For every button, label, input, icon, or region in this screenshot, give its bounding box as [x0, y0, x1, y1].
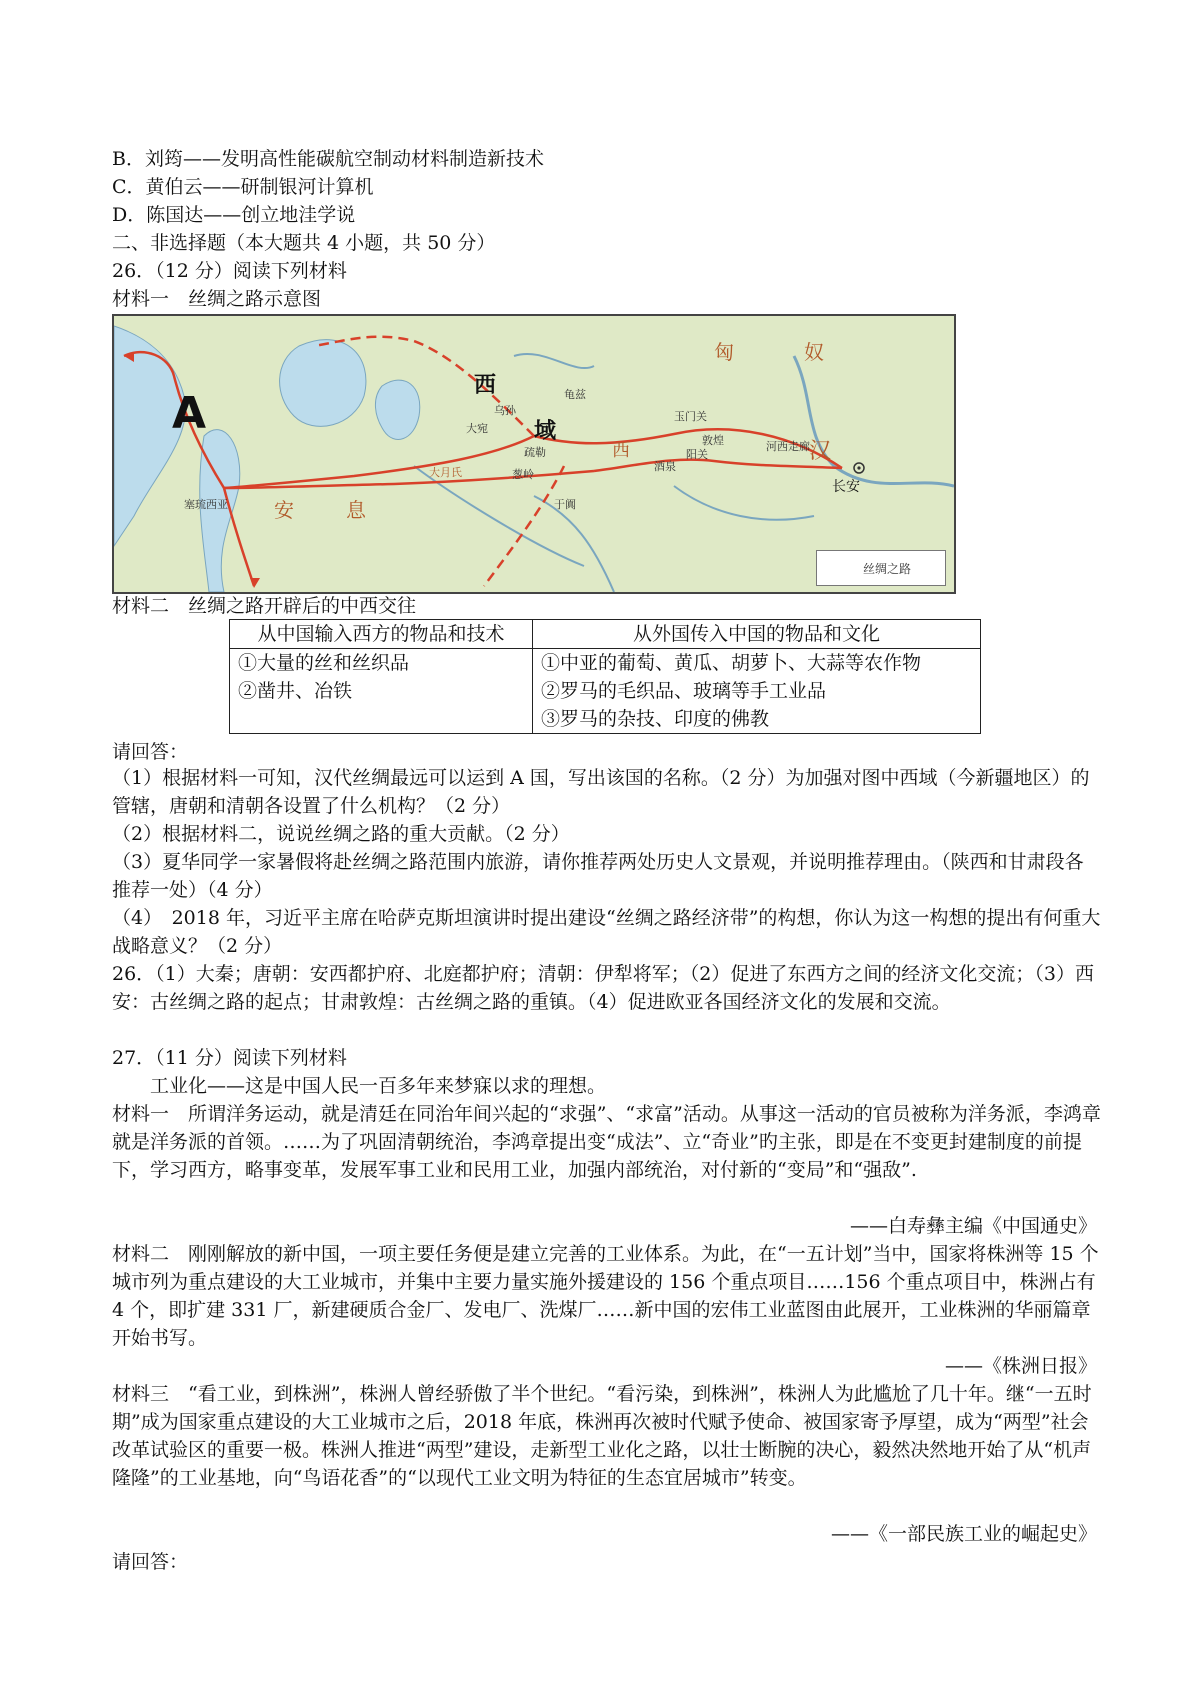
map-label-dawan: 大宛 — [466, 422, 488, 435]
source-3: ——《一部民族工业的崛起史》 — [830, 1523, 1097, 1545]
map-label-xi: 西 — [612, 440, 630, 461]
table-right-item: ②罗马的毛织品、玻璃等手工业品 — [541, 680, 827, 702]
silk-road-map — [112, 314, 956, 594]
map-label-a: A — [172, 388, 207, 439]
question-26-4: （4） 2018 年，习近平主席在哈萨克斯坦演讲时提出建设“丝绸之路经济带”的构想，你认为这一构想的提出有何重大战略意义？（2 分） — [112, 907, 1101, 957]
table-header-left: 从中国输入西方的物品和技术 — [230, 620, 533, 649]
source-2: ——《株洲日报》 — [944, 1355, 1097, 1377]
table-right-item: ③罗马的杂技、印度的佛教 — [541, 708, 770, 730]
map-label-jiuquan: 酒泉 — [654, 460, 676, 473]
question-26-2: （2）根据材料二，说说丝绸之路的重大贡献。（2 分） — [112, 823, 570, 845]
option-d: D．陈国达——创立地洼学说 — [112, 204, 356, 226]
map-label-dunhuang: 敦煌 — [702, 434, 724, 447]
material-2-title: 材料二 丝绸之路开辟后的中西交往 — [112, 595, 417, 617]
question-26-1: （1）根据材料一可知，汉代丝绸最远可以运到 A 国，写出该国的名称。（2 分）为加强对图中西域（今新疆地区）的管辖，唐朝和清朝各设置了什么机构？（2 分） — [112, 767, 1090, 817]
answer-26: 26．（1）大秦；唐朝：安西都护府、北庭都护府；清朝：伊犁将军；（2）促进了东西方之间的经济文化交流；（3）西安：古丝绸之路的起点；甘肃敦煌：古丝绸之路的重镇。（4）促进欧亚各国经济文化的发展和交流。 — [112, 963, 1094, 1013]
source-1: ——白寿彝主编《中国通史》 — [849, 1215, 1097, 1237]
question-26-heading: 26．（12 分）阅读下列材料 — [112, 260, 347, 282]
map-label-qiuci: 龟兹 — [564, 388, 586, 401]
map-label-anxi-1: 安 — [274, 498, 294, 522]
table-header-right: 从外国传入中国的物品和文化 — [533, 620, 981, 649]
map-label-congling: 葱岭 — [512, 468, 534, 481]
map-label-wusun: 乌孙 — [494, 404, 516, 417]
legend-label: 丝绸之路 — [863, 562, 912, 576]
answer-prompt: 请回答： — [112, 741, 189, 763]
map-label-yangguan: 阳关 — [686, 448, 708, 461]
table-cell-right — [533, 649, 981, 734]
table-left-item: ②凿井、冶铁 — [238, 680, 353, 702]
map-label-xiongnu-2: 奴 — [804, 340, 824, 364]
material-1-title: 材料一 丝绸之路示意图 — [112, 288, 322, 310]
section-heading: 二、非选择题（本大题共 4 小题，共 50 分） — [112, 232, 496, 254]
map-label-anxi-2: 息 — [346, 498, 366, 522]
map-label-xiyu-1: 西 — [474, 373, 497, 398]
map-label-xiyu-2: 域 — [534, 419, 557, 444]
material-27-1: 材料一 所谓洋务运动，就是清廷在同治年间兴起的“求强”、“求富”活动。从事这一活动的官员被称为洋务派，李鸿章就是洋务派的首领。……为了巩固清朝统治，李鸿章提出变“成法”、立“奇业”旳主张，即是在不变更封建制度的前提下，学习西方，略事变革，发展军事工业和民用工业，加强内部统治，对付新的“变局”和“强敌”. — [112, 1103, 1101, 1181]
map-legend — [816, 550, 946, 586]
question-27-heading: 27．（11 分）阅读下列材料 — [112, 1047, 347, 1069]
map-label-shule: 疏勒 — [524, 446, 546, 459]
map-label-hexi: 河西走廊 — [766, 440, 810, 453]
map-label-dayuezhi: 大月氏 — [429, 466, 462, 479]
material-27-3: 材料三 “看工业，到株洲”，株洲人曾经骄傲了半个世纪。“看污染，到株洲”，株洲人为此尴尬了几十年。继“一五时期”成为国家重点建设的大工业城市之后，2018 年底，株洲再次被时代赋予使命、被国家寄予厚望，成为“两型”社会改革试验区的重要一极。株洲人推进“两型”建设，走新型工业化之路，以壮士断腕的决心，毅然决然地开始了从“机声隆隆”的工业基地，向“鸟语花香”的“以现代工业文明为特征的生态宜居城市”转变。 — [112, 1383, 1092, 1489]
material-27-2: 材料二 刚刚解放的新中国，一项主要任务便是建立完善的工业体系。为此，在“一五计划”当中，国家将株洲等 15 个城市列为重点建设的大工业城市，并集中主要力量实施外援建设的 156 个重点项目……156 个重点项目中，株洲占有 4 个，即扩建 331 厂，新建硬质合金厂、发电厂、洗煤厂……新中国的宏伟工业蓝图由此展开，工业株洲的华丽篇章开始书写。 — [112, 1243, 1099, 1349]
map-label-seleucia: 塞琉西亚 — [184, 498, 228, 511]
map-label-yutian: 于阗 — [554, 498, 576, 511]
question-26-3: （3）夏华同学一家暑假将赴丝绸之路范围内旅游，请你推荐两处历史人文景观，并说明推荐理由。（陕西和甘肃段各推荐一处）（4 分） — [112, 851, 1084, 901]
table-cell-left — [230, 649, 533, 734]
map-label-yumenguan: 玉门关 — [674, 410, 707, 423]
table-right-item: ①中亚的葡萄、黄瓜、胡萝卜、大蒜等农作物 — [541, 652, 922, 674]
map-label-changan: 长安 — [832, 479, 860, 495]
question-27-intro: 工业化——这是中国人民一百多年来梦寐以求的理想。 — [150, 1075, 607, 1097]
answer-prompt-2: 请回答： — [112, 1551, 189, 1573]
option-b: B．刘筠——发明高性能碳航空制动材料制造新技术 — [112, 148, 544, 170]
exchange-table — [229, 619, 981, 734]
map-label-xiongnu-1: 匈 — [714, 340, 734, 364]
option-c: C．黄伯云——研制银河计算机 — [112, 176, 374, 198]
map-label-han: 汉 — [809, 439, 832, 464]
table-left-item: ①大量的丝和丝织品 — [238, 652, 410, 674]
